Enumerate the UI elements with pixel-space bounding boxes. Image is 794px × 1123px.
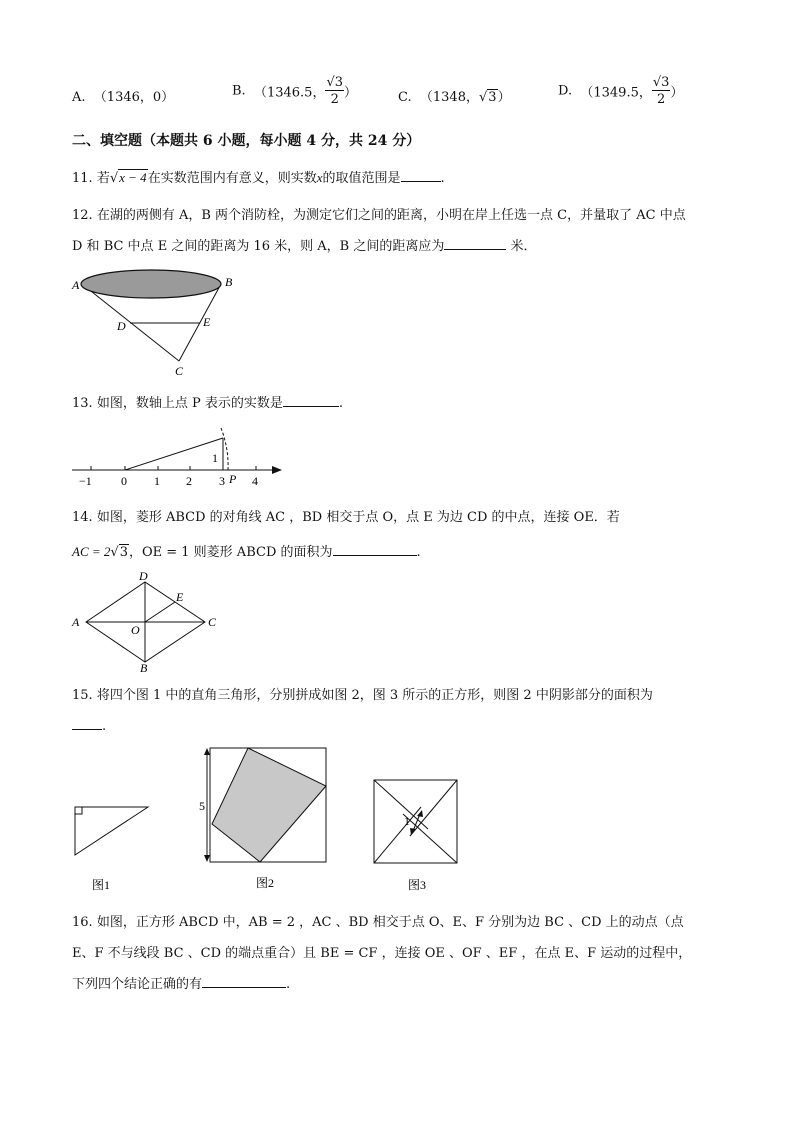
caption-fig3: 图3 [408,878,427,892]
fraction: $\frac{√3}{2}$ [326,75,344,107]
question-14-line2: AC = 2√3，OE = 1 则菱形 ABCD 的面积为 . [72,544,421,560]
label-c: C [175,364,184,378]
label-a: A [72,615,80,629]
option-b: B. （1346.5， $\frac{√3}{2}$ ） [232,75,358,107]
caption-fig1: 图1 [92,878,111,892]
question-15-line2: . [72,716,106,734]
option-a: A. （1346，0） [72,90,175,105]
answer-blank[interactable] [444,236,506,250]
rhombus-figure [66,570,226,672]
lake-ellipse [81,270,221,298]
answer-blank[interactable] [202,974,286,988]
option-d: D. （1349.5， $\frac{√3}{2}$ ） [558,75,684,107]
question-12-line1: 12. 在湖的两侧有 A，B 两个消防栓，为测定它们之间的距离，小明在岸上任选一点 C，并量取了 AC 中点 [72,208,686,223]
label-o: O [131,623,140,637]
answer-blank[interactable] [333,542,417,556]
label-e: E [176,590,184,604]
tick-label: −1 [79,474,92,488]
question-12-line2: D 和 BC 中点 E 之间的距离为 16 米，则 A，B 之间的距离应为 米． [72,235,537,254]
side-label: 5 [199,799,205,813]
question-16-line3: 下列四个结论正确的有 . [72,973,290,992]
question-16-line1: 16. 如图，正方形 ABCD 中，AB = 2 ，AC 、BD 相交于点 O、E、F 分别为边 BC 、CD 上的动点（点 [72,915,684,930]
lake-figure [66,262,236,380]
label-d: D [117,319,126,333]
caption-fig2: 图2 [256,876,275,890]
tick-label: 1 [154,474,160,488]
label-d: D [139,570,148,583]
squares-figure [66,744,466,896]
tick-label: 2 [186,474,192,488]
fraction: $\frac{√3}{2}$ [652,75,670,107]
figure-2-square [199,748,326,862]
answer-blank[interactable] [72,716,102,730]
number-line-figure [66,414,288,490]
question-13: 13. 如图，数轴上点 P 表示的实数是 . [72,392,343,411]
figure-1-triangle [75,807,148,855]
answer-blank[interactable] [401,168,441,182]
tick-label: 3 [219,474,225,488]
answer-blank[interactable] [283,393,339,407]
side-label: 1 [404,814,410,828]
figure-3-square [374,780,457,863]
label-one: 1 [212,451,218,465]
label-p: P [229,472,237,486]
tick-label: 0 [121,474,127,488]
question-14-line1: 14. 如图，菱形 ABCD 的对角线 AC ，BD 相交于点 O，点 E 为边 CD 的中点，连接 OE．若 [72,510,620,525]
tick-label: 4 [252,474,258,488]
label-a: A [72,278,80,292]
section-title: 二、填空题（本题共 6 小题，每小题 4 分，共 24 分） [72,133,421,149]
question-11: 11. 若√x − 4在实数范围内有意义，则实数x的取值范围是 . [72,170,445,186]
label-b: B [140,661,148,672]
label-b: B [225,275,233,289]
option-c: C. （1348，√3） [398,90,511,105]
label-e: E [203,315,211,329]
question-15-line1: 15. 将四个图 1 中的直角三角形，分别拼成如图 2，图 3 所示的正方形，则图 2 中阴影部分的面积为 [72,688,653,703]
label-c: C [208,615,217,629]
question-16-line2: E、F 不与线段 BC 、CD 的端点重合）且 BE = CF ，连接 OE 、OF 、EF ，在点 E、F 运动的过程中， [72,946,692,961]
